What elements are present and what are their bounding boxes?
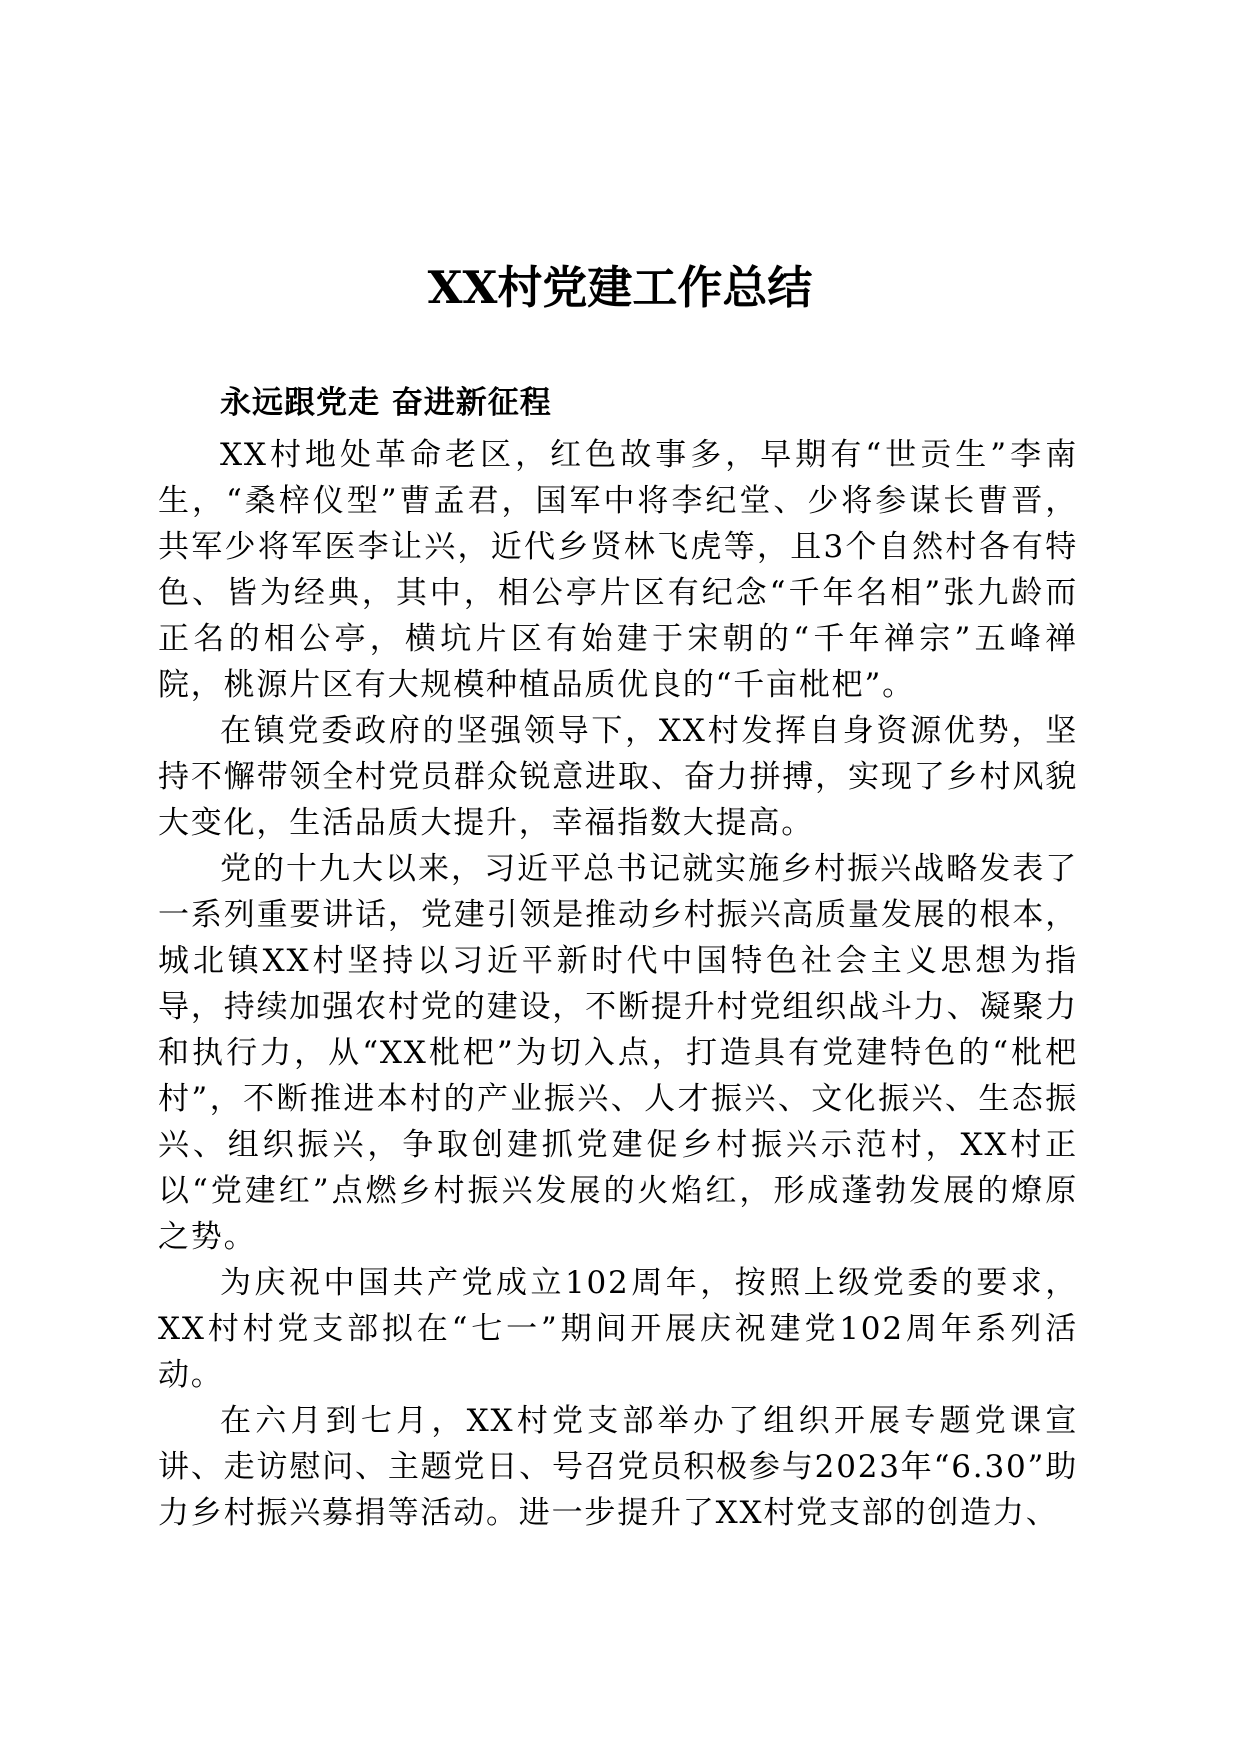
document-title: XX村党建工作总结 — [427, 261, 813, 314]
paragraph: 为庆祝中国共产党成立102周年，按照上级党委的要求，XX村村党支部拟在“七一”期间开展庆祝建党102周年系列活动。 — [158, 1265, 1078, 1393]
paragraph: 党的十九大以来，习近平总书记就实施乡村振兴战略发表了一系列重要讲话，党建引领是推动乡村振兴高质量发展的根本，城北镇XX村坚持以习近平新时代中国特色社会主义思想为指导，持续加强农村党的建设，不断提升村党组织战斗力、凝聚力和执行力，从“XX枇杷”为切入点，打造具有党建特色的“枇杷村”，不断推进本村的产业振兴、人才振兴、文化振兴、生态振兴、组织振兴，争取创建抓党建促乡村振兴示范村，XX村正以“党建红”点燃乡村振兴发展的火焰红，形成蓬勃发展的燎原之势。 — [158, 851, 1078, 1255]
paragraph: XX村地处革命老区，红色故事多，早期有“世贡生”李南生，“桑梓仪型”曹孟君，国军中将李纪堂、少将参谋长曹晋，共军少将军医李让兴，近代乡贤林飞虎等，且3个自然村各有特色、皆为经典，其中，相公亭片区有纪念“千年名相”张九龄而正名的相公亭，横坑片区有始建于宋朝的“千年禅宗”五峰禅院，桃源片区有大规模种植品质优良的“千亩枇杷”。 — [158, 437, 1078, 703]
document-body — [158, 380, 1078, 1536]
paragraph: 在镇党委政府的坚强领导下，XX村发挥自身资源优势，坚持不懈带领全村党员群众锐意进取、奋力拼搏，实现了乡村风貌大变化，生活品质大提升，幸福指数大提高。 — [158, 713, 1078, 841]
paragraph: 在六月到七月，XX村党支部举办了组织开展专题党课宣讲、走访慰问、主题党日、号召党员积极参与2023年“6.30”助力乡村振兴募捐等活动。进一步提升了XX村党支部的创造力、 — [158, 1403, 1078, 1531]
document-subtitle: 永远跟党走 奋进新征程 — [220, 385, 552, 421]
